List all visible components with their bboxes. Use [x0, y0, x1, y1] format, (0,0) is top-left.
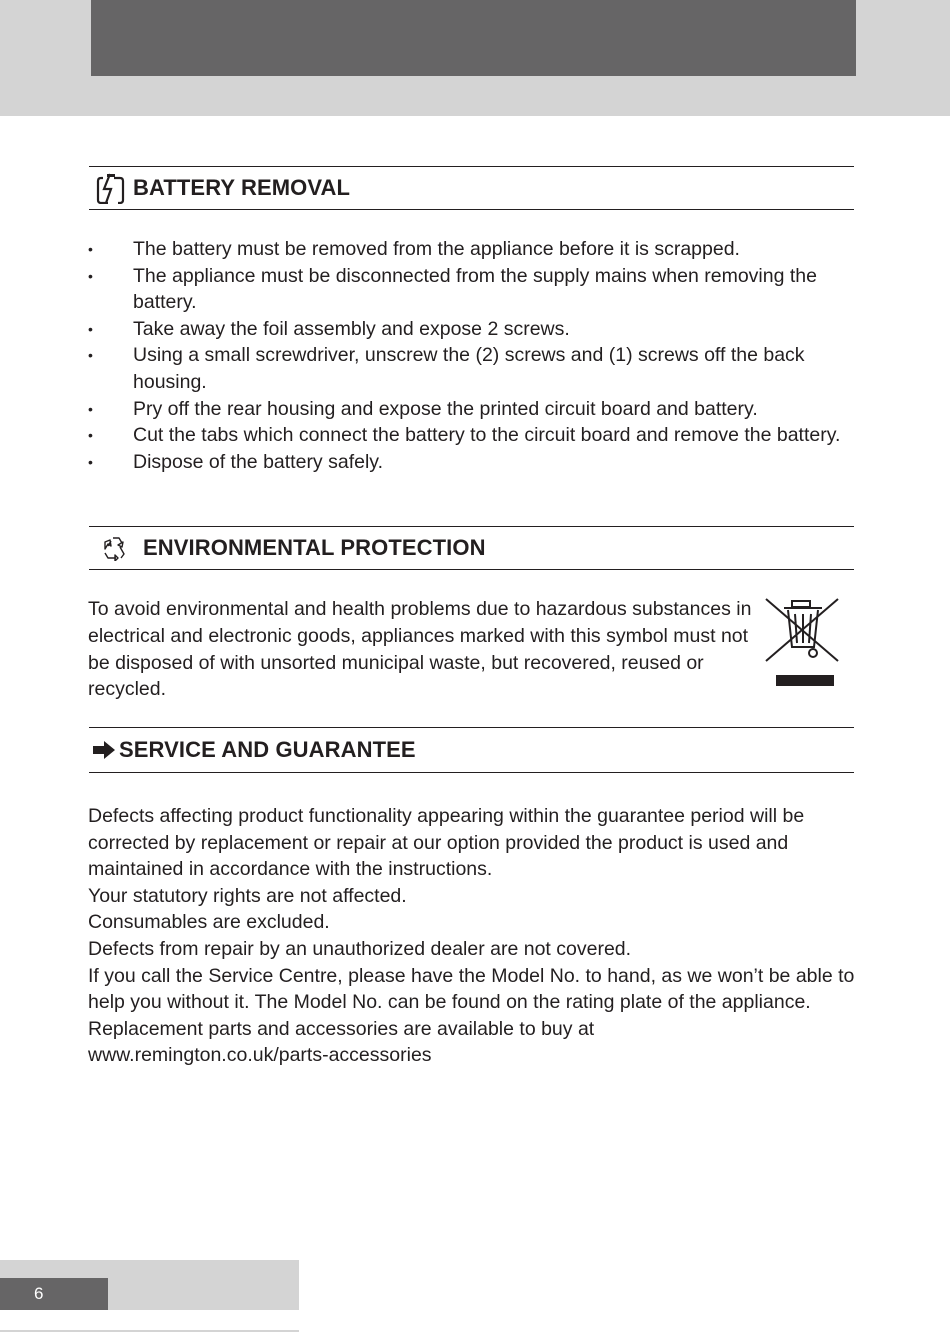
weee-bin-icon [764, 597, 842, 689]
list-item-text: The battery must be removed from the appliance before it is scrapped. [133, 238, 740, 260]
environmental-protection-header [89, 526, 854, 570]
service-guarantee-header [89, 727, 854, 773]
list-item-text: Using a small screwdriver, unscrew the (2) screws and (1) screws off the back housing. [133, 344, 805, 393]
list-item [88, 236, 848, 263]
list-item [88, 263, 848, 316]
section-title: SERVICE AND GUARANTEE [119, 737, 416, 762]
list-item [88, 342, 848, 395]
list-item [88, 396, 848, 423]
service-paragraph: If you call the Service Centre, please have the Model No. to hand, as we won’t be able to help you without it. The Model No. can be found on the rating plate of the appliance. [88, 964, 855, 1014]
bullet-dot: • [88, 453, 93, 470]
top-header-bar [91, 0, 856, 76]
service-paragraph: Defects from repair by an unauthorized dealer are not covered. [88, 937, 632, 960]
battery-steps-list [88, 236, 848, 475]
service-paragraph: Replacement parts and accessories are available to buy at [88, 1017, 595, 1040]
bullet-dot: • [88, 400, 93, 417]
list-item-text: Dispose of the battery safely. [133, 450, 384, 473]
list-item [88, 422, 848, 449]
section-title: ENVIRONMENTAL PROTECTION [143, 535, 486, 560]
website-url: www.remington.co.uk/parts-accessories [88, 1044, 432, 1067]
list-item-text: The appliance must be disconnected from the supply mains when removing the battery. [133, 264, 817, 314]
bullet-dot: • [88, 267, 93, 284]
recycle-icon [89, 535, 143, 561]
environment-paragraph: To avoid environmental and health problems due to hazardous substances in electrical and electronic goods, appliances marked with this symbol must not be disposed of with unsorted municipal waste, but recovered, reused or recycled. [88, 598, 752, 701]
list-item [88, 449, 848, 476]
arrow-right-icon [89, 740, 119, 760]
list-item-text: Pry off the rear housing and expose the printed circuit board and battery. [133, 397, 758, 420]
bullet-dot: • [88, 427, 93, 444]
page-number: 6 [0, 1278, 108, 1310]
service-paragraph: Consumables are excluded. [88, 911, 330, 934]
list-item-text: Take away the foil assembly and expose 2 screws. [133, 317, 570, 340]
battery-icon [89, 172, 133, 204]
list-item [88, 316, 848, 343]
service-text-block [88, 803, 858, 1069]
battery-removal-header [89, 166, 854, 210]
list-item-text: Cut the tabs which connect the battery to the circuit board and remove the battery. [133, 424, 841, 447]
service-paragraph: Defects affecting product functionality appearing within the guarantee period will be corrected by replacement or repair at our option provided the product is used and maintained in accordance with the instructions. [88, 805, 805, 881]
service-paragraph: Your statutory rights are not affected. [88, 884, 407, 907]
section-title: BATTERY REMOVAL [133, 175, 351, 200]
bullet-dot: • [88, 347, 93, 364]
bullet-dot: • [88, 241, 93, 257]
bullet-dot: • [88, 320, 93, 337]
